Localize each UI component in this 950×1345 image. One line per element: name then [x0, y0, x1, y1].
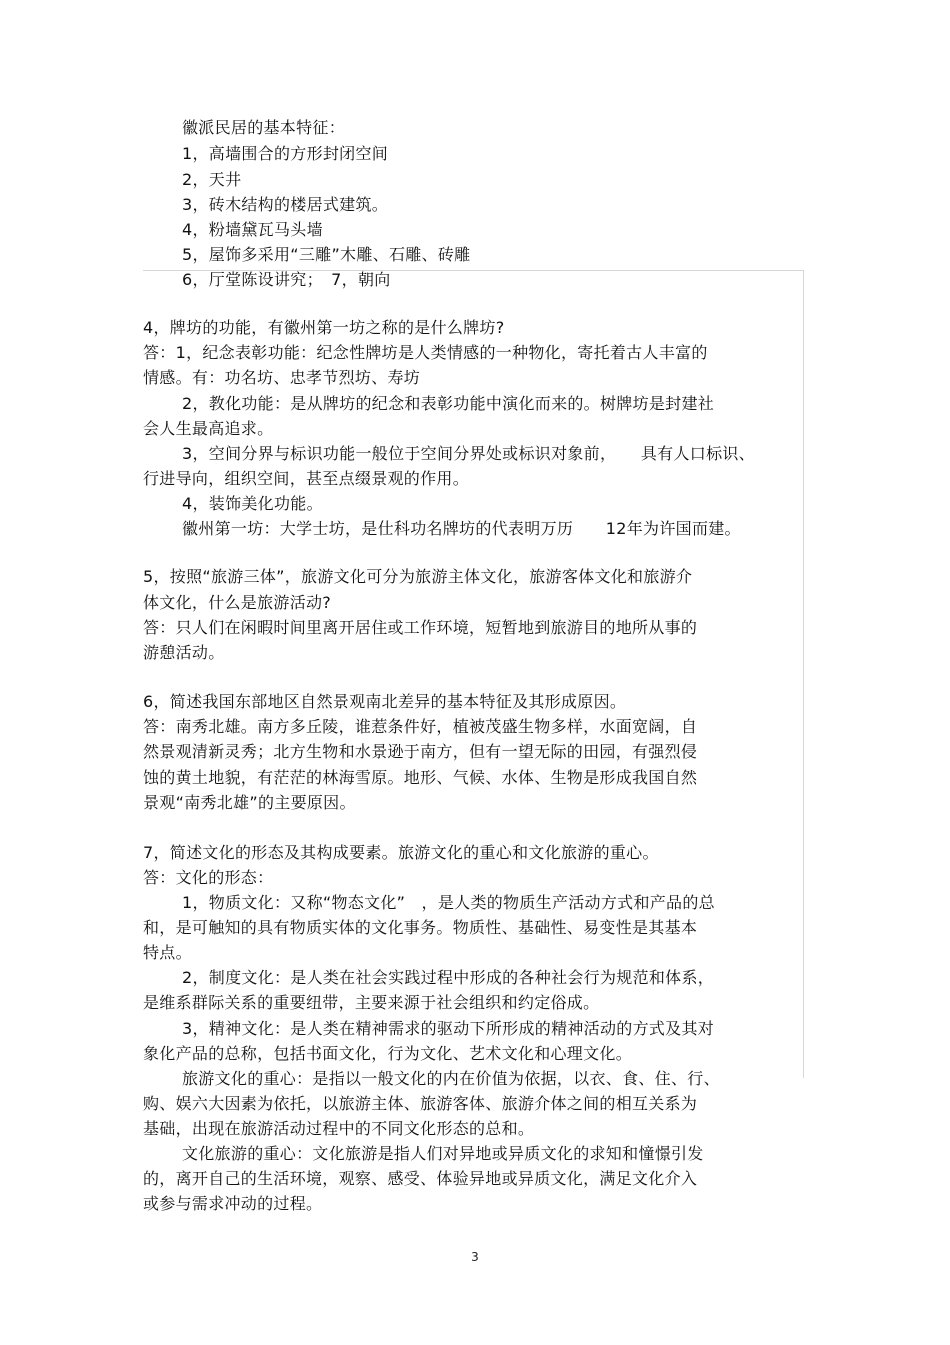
text-line: 2，天井: [182, 170, 242, 189]
question-heading: 4，牌坊的功能，有徽州第一坊之称的是什么牌坊?: [143, 318, 505, 337]
text-line: 5，屋饰多采用“三雕”木雕、石雕、砖雕: [182, 245, 471, 264]
text-line: 答：只人们在闲暇时间里离开居住或工作环境，短暂地到旅游目的地所从事的: [143, 618, 698, 637]
text-line: 6，厅堂陈设讲究； 7，朝向: [182, 270, 391, 289]
text-line: 会人生最高追求。: [143, 419, 274, 438]
text-line: 游憩活动。: [143, 643, 225, 662]
text-line: 或参与需求冲动的过程。: [143, 1194, 323, 1213]
text-line: 体文化，什么是旅游活动?: [143, 593, 332, 612]
text-line: 答：南秀北雄。南方多丘陵，谁惹条件好，植被茂盛生物多样，水面宽阔，自: [143, 717, 698, 736]
text-line: 行进导向，组织空间，甚至点缀景观的作用。: [143, 469, 470, 488]
text-line: 是维系群际关系的重要纽带，主要来源于社会组织和约定俗成。: [143, 993, 600, 1012]
text-line: 1，高墙围合的方形封闭空间: [182, 144, 389, 163]
text-line: 然景观清新灵秀；北方生物和水景逊于南方，但有一望无际的田园，有强烈侵: [143, 742, 698, 761]
frame-right-rule: [803, 270, 804, 1078]
text-line: 和，是可触知的具有物质实体的文化事务。物质性、基础性、易变性是其基本: [143, 918, 698, 937]
text-line: 徽州第一坊：大学士坊，是仕科功名牌坊的代表明万历 12年为许国而建。: [182, 519, 741, 538]
text-line: 3，精神文化：是人类在精神需求的驱动下所形成的精神活动的方式及其对: [182, 1019, 715, 1038]
text-line: 3，砖木结构的楼居式建筑。: [182, 195, 389, 214]
question-heading: 5，按照“旅游三体”，旅游文化可分为旅游主体文化，旅游客体文化和旅游介: [143, 567, 693, 586]
text-line: 蚀的黄土地貌，有茫茫的林海雪原。地形、气候、水体、生物是形成我国自然: [143, 768, 698, 787]
text-line: 答：文化的形态：: [143, 868, 274, 887]
text-line: 购、娱六大因素为依托，以旅游主体、旅游客体、旅游介体之间的相互关系为: [143, 1094, 698, 1113]
text-line: 2，教化功能：是从牌坊的纪念和表彰功能中演化而来的。树牌坊是封建社: [182, 394, 715, 413]
text-line: 文化旅游的重心：文化旅游是指人们对异地或异质文化的求知和憧憬引发: [182, 1144, 704, 1163]
text-line: 3，空间分界与标识功能一般位于空间分界处或标识对象前， 具有人口标识、: [182, 444, 755, 463]
text-line: 2，制度文化：是人类在社会实践过程中形成的各种社会行为规范和体系，: [182, 968, 715, 987]
text-line: 景观“南秀北雄”的主要原因。: [143, 793, 356, 812]
question-heading: 6，简述我国东部地区自然景观南北差异的基本特征及其形成原因。: [143, 692, 627, 711]
text-line: 情感。有：功名坊、忠孝节烈坊、寿坊: [143, 368, 421, 387]
page-number: 3: [471, 1250, 479, 1264]
text-line: 4，装饰美化功能。: [182, 494, 323, 513]
text-line: 徽派民居的基本特征：: [182, 118, 346, 137]
text-line: 旅游文化的重心：是指以一般文化的内在价值为依据，以衣、食、住、行、: [182, 1069, 720, 1088]
text-line: 特点。: [143, 943, 192, 962]
text-line: 4，粉墙黛瓦马头墙: [182, 220, 323, 239]
text-line: 基础，出现在旅游活动过程中的不同文化形态的总和。: [143, 1119, 535, 1138]
question-heading: 7，简述文化的形态及其构成要素。旅游文化的重心和文化旅游的重心。: [143, 843, 659, 862]
text-line: 1，物质文化：又称“物态文化” ，是人类的物质生产活动方式和产品的总: [182, 893, 715, 912]
text-line: 象化产品的总称，包括书面文化，行为文化、艺术文化和心理文化。: [143, 1044, 633, 1063]
text-line: 的，离开自己的生活环境，观察、感受、体验异地或异质文化，满足文化介入: [143, 1169, 698, 1188]
text-line: 答：1，纪念表彰功能：纪念性牌坊是人类情感的一种物化，寄托着古人丰富的: [143, 343, 708, 362]
